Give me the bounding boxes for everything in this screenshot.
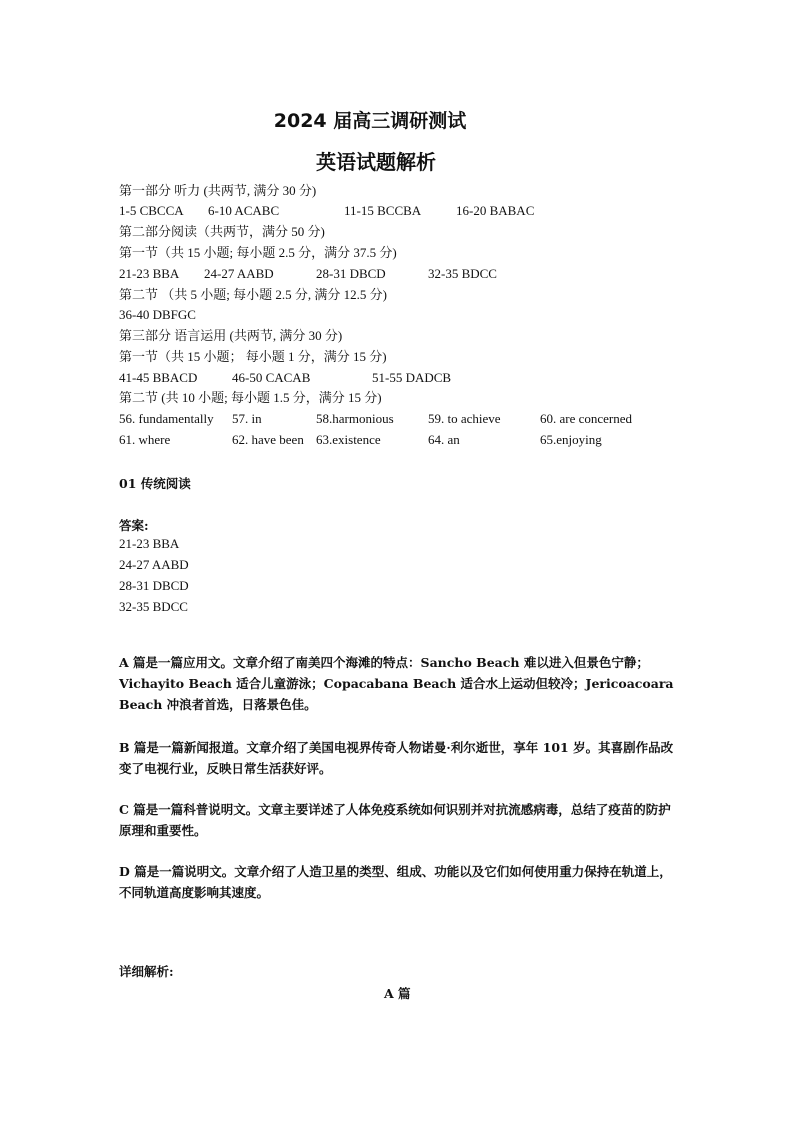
part3-heading: 第三部分 语言运用 (共两节, 满分 30 分) — [119, 328, 343, 343]
grammar-answer-63: 63.existence — [316, 432, 381, 447]
reading-answer-4: 32-35 BDCC — [428, 266, 497, 281]
listening-answer-4: 16-20 BABAC — [456, 203, 535, 218]
part1-heading: 第一部分 听力 (共两节, 满分 30 分) — [119, 183, 317, 198]
section01-heading: 01 传统阅读 — [119, 476, 191, 491]
cloze-answer-2: 46-50 CACAB — [232, 370, 311, 385]
grammar-answer-59: 59. to achieve — [428, 411, 501, 426]
part3-section2-heading: 第二节 (共 10 小题; 每小题 1.5 分，满分 15 分) — [119, 390, 382, 405]
passage-a-heading: A 篇 — [384, 986, 411, 1001]
grammar-answer-65: 65.enjoying — [540, 432, 602, 447]
grammar-answer-61: 61. where — [119, 432, 171, 447]
section01-answer-3: 28-31 DBCD — [119, 578, 189, 593]
seven-choose-five-answer: 36-40 DBFGC — [119, 307, 196, 322]
section2-heading: 第二节 （共 5 小题; 每小题 2.5 分, 满分 12.5 分) — [119, 287, 387, 302]
reading-answer-3: 28-31 DBCD — [316, 266, 386, 281]
grammar-answer-64: 64. an — [428, 432, 460, 447]
detail-label: 详细解析: — [119, 964, 174, 979]
passage-b-summary: B 篇是一篇新闻报道。文章介绍了美国电视界传奇人物诺曼·利尔逝世，享年 101 岁。其喜剧作品改变了电视行业，反映日常生活获好评。 — [119, 740, 674, 776]
passage-a-summary: A 篇是一篇应用文。文章介绍了南美四个海滩的特点：Sancho Beach 难以进入但景色宁静；Vichayito Beach 适合儿童游泳；Copacabana Beach 适合水上运动但较冷；Jericoacoara Beach 冲浪者首选，日落景色佳。 — [119, 655, 674, 712]
grammar-answer-56: 56. fundamentally — [119, 411, 214, 426]
grammar-answer-62: 62. have been — [232, 432, 304, 447]
cloze-answer-3: 51-55 DADCB — [372, 370, 452, 385]
section01-answer-4: 32-35 BDCC — [119, 599, 188, 614]
part3-section1-heading: 第一节（共 15 小题； 每小题 1 分，满分 15 分) — [119, 349, 387, 364]
section1-heading: 第一节（共 15 小题; 每小题 2.5 分，满分 37.5 分) — [119, 245, 397, 260]
listening-answer-3: 11-15 BCCBA — [344, 203, 422, 218]
passage-d-summary: D 篇是一篇说明文。文章介绍了人造卫星的类型、组成、功能以及它们如何使用重力保持在轨道上，不同轨道高度影响其速度。 — [119, 864, 672, 900]
cloze-answer-1: 41-45 BBACD — [119, 370, 198, 385]
exam-title: 2024 届高三调研测试 — [273, 110, 467, 132]
listening-answer-1: 1-5 CBCCA — [119, 203, 184, 218]
exam-subtitle: 英语试题解析 — [316, 150, 436, 174]
part2-heading: 第二部分阅读（共两节，满分 50 分) — [119, 224, 325, 239]
reading-answer-1: 21-23 BBA — [119, 266, 180, 281]
passage-c-summary: C 篇是一篇科普说明文。文章主要详述了人体免疫系统如何识别并对抗流感病毒，总结了疫苗的防护原理和重要性。 — [119, 802, 671, 838]
reading-answer-2: 24-27 AABD — [204, 266, 274, 281]
grammar-answer-57: 57. in — [232, 411, 262, 426]
listening-answer-2: 6-10 ACABC — [208, 203, 280, 218]
grammar-answer-60: 60. are concerned — [540, 411, 633, 426]
section01-answer-1: 21-23 BBA — [119, 536, 180, 551]
grammar-answer-58: 58.harmonious — [316, 411, 394, 426]
answer-label: 答案: — [119, 518, 149, 533]
section01-answer-2: 24-27 AABD — [119, 557, 189, 572]
